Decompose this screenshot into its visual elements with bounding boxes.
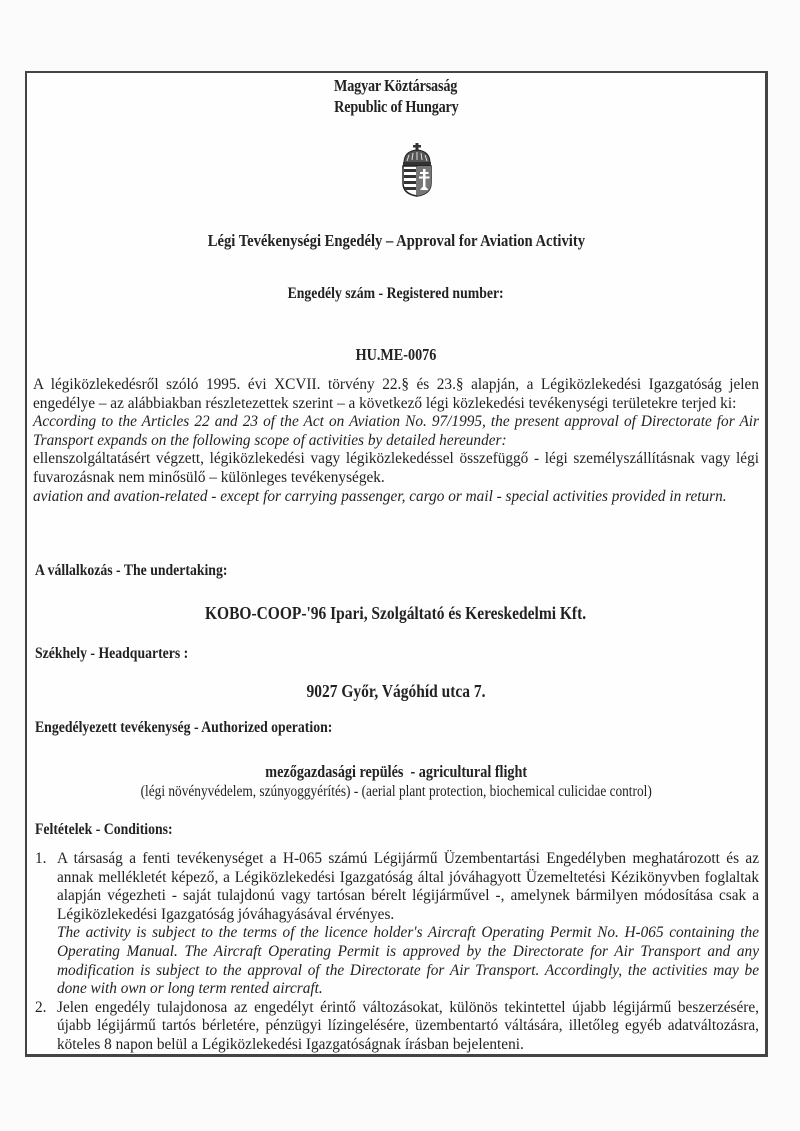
condition-text-hu: Jelen engedély tulajdonosa az engedélyt érintő változásokat, különös tekintettel újabb légijármű beszerzésére, újabb légijármű tartós bérletére, pénzügyi lízingelésére, üzembentartó váltására, illetőleg egyéb adatváltozásra, köteles 8 napon belül a Légiközlekedési Igazgatóságnak írásban bejelenteni. xyxy=(57,998,759,1053)
scope-hu: ellenszolgáltatásért végzett, légiközlekedési vagy légiközlekedéssel összefüggő - légi személyszállításnak vagy légi fuvarozásnak nem minősülő – különleges tevékenységek. xyxy=(33,450,759,486)
headquarters-label: Székhely - Headquarters : xyxy=(35,645,189,662)
preamble-section xyxy=(33,376,759,506)
operation-detail: (légi növényvédelem, szúnyoggyérítés) - (aerial plant protection, biochemical culicidae control) xyxy=(140,783,652,800)
hungarian-coat-of-arms-icon xyxy=(399,143,435,197)
registration-number: HU.ME-0076 xyxy=(355,345,437,364)
headquarters-address: 9027 Győr, Vágóhíd utca 7. xyxy=(306,681,486,701)
conditions-label: Feltételek - Conditions: xyxy=(35,821,173,838)
document-title: Légi Tevékenységi Engedély – Approval for Aviation Activity xyxy=(207,231,585,250)
conditions-list xyxy=(33,850,759,1055)
undertaking-name: KOBO-COOP-'96 Ipari, Szolgáltató és Kereskedelmi Kft. xyxy=(205,603,587,623)
condition-item: 2. Jelen engedély tulajdonosa az engedélyt érintő változásokat, különös tekintettel újabb légijármű beszerzésére, újabb légijármű tartós bérletére, pénzügyi lízingelésére, üzembentartó váltására, illetőleg egyéb adatváltozásra, köteles 8 napon belül a Légiközlekedési Igazgatóságnak írásban bejelenteni. xyxy=(35,998,759,1053)
preamble-hu: A légiközlekedésről szóló 1995. évi XCVII. törvény 22.§ és 23.§ alapján, a Légiközlekedési Igazgatóság jelen engedélye – az alábbiakban részletezettek szerint – a következő légi közlekedési tevékenységi területekre terjed ki: xyxy=(33,376,759,412)
document-frame xyxy=(25,71,768,1057)
operation-label: Engedélyezett tevékenység - Authorized operation: xyxy=(35,719,333,736)
undertaking-label: A vállalkozás - The undertaking: xyxy=(35,562,228,579)
preamble-en: According to the Articles 22 and 23 of the Act on Aviation No. 97/1995, the present approval of Directorate for Air Transport expands on the following scope of activities by detailed hereunder: xyxy=(33,413,759,449)
condition-text-en: The activity is subject to the terms of the licence holder's Aircraft Operating Permit No. H-065 containing the Operating Manual. The Aircraft Operating Permit is approved by the Directorate for Air Transport and any modification is subject to the approval of the Directorate for Air Transport. Accordingly, the activities may be done with own or long term rented aircraft. xyxy=(57,924,759,998)
country-name-en: Republic of Hungary xyxy=(333,97,459,116)
condition-item: 1. A társaság a fenti tevékenységet a H-065 számú Légijármű Üzembentartási Engedélyben meghatározott és az annak mellékletét képező, a Légiközlekedési Igazgatóság által jóváhagyott Üzemeltetési Kézikönyvben foglaltak alapján végezheti - saját tulajdonú vagy tartósan bérelt légijárművel -, amelynek bármilyen módosítása csak a Légiközlekedési Igazgatóság jóváhagyásával érvényes. The activity is subject to the terms of the licence holder's Aircraft Operating Permit No. H-065 containing the Operating Manual. The Aircraft Operating Permit is approved by the Directorate for Air Transport and any modification is subject to the approval of the Directorate for Air Transport. Accordingly, the activities may be done with own or long term rented aircraft. xyxy=(35,850,759,998)
condition-text-hu: A társaság a fenti tevékenységet a H-065 számú Légijármű Üzembentartási Engedélyben meghatározott és az annak mellékletét képező, a Légiközlekedési Igazgatóság által jóváhagyott Üzemeltetési Kézikönyvben foglaltak alapján végezheti - saját tulajdonú vagy tartósan bérelt légijárművel -, amelynek bármilyen módosítása csak a Légiközlekedési Igazgatóság jóváhagyásával érvényes. xyxy=(57,850,759,923)
registration-label: Engedély szám - Registered number: xyxy=(287,285,505,302)
scope-en: aviation and avation-related - except for carrying passenger, cargo or mail - special activities provided in return. xyxy=(33,487,727,505)
document-header xyxy=(27,75,765,117)
country-name-hu: Magyar Köztársaság xyxy=(334,76,458,95)
operation-main: mezőgazdasági repülés - agricultural flight xyxy=(265,762,527,781)
